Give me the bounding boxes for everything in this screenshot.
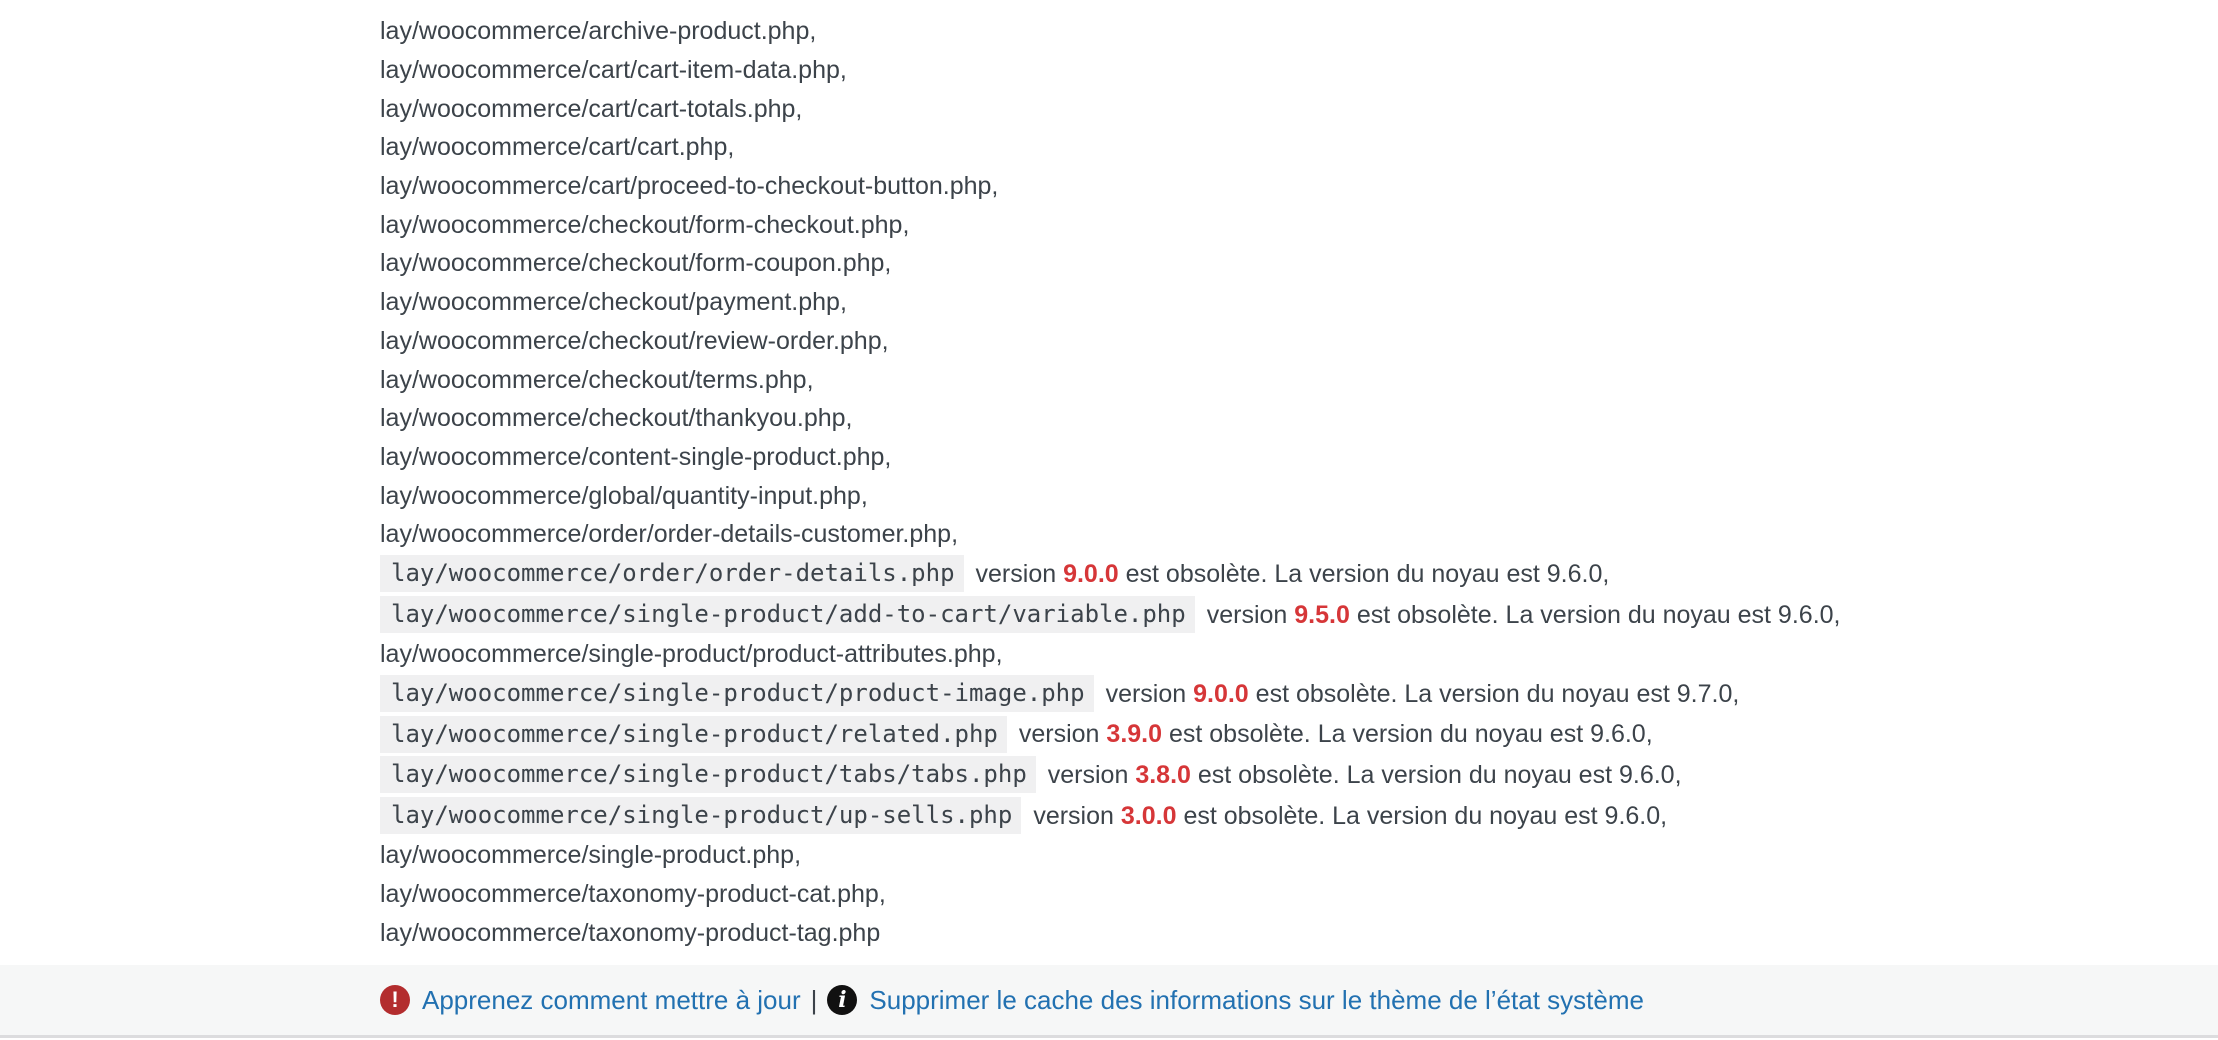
template-row	[380, 89, 2180, 128]
template-row	[380, 12, 2180, 51]
template-row	[380, 875, 2180, 914]
version-label: version	[1033, 801, 1114, 830]
outdated-template-row	[380, 755, 2180, 796]
exclamation-icon: !	[380, 985, 410, 1015]
core-version-note: est obsolète. La version du noyau est 9.6.0,	[1125, 559, 1610, 588]
core-version-note: est obsolète. La version du noyau est 9.6.0,	[1356, 600, 1841, 629]
template-path-code: lay/woocommerce/single-product/add-to-cart/variable.php	[380, 596, 1195, 633]
template-path: lay/woocommerce/taxonomy-product-cat.php,	[380, 879, 886, 908]
version-label: version	[975, 559, 1057, 588]
template-path: lay/woocommerce/cart/cart-totals.php,	[380, 94, 803, 123]
template-path: lay/woocommerce/cart/proceed-to-checkout-button.php,	[380, 172, 999, 201]
template-path: lay/woocommerce/taxonomy-product-tag.php	[380, 918, 881, 947]
template-row	[380, 515, 2180, 554]
outdated-version-number: 3.8.0	[1135, 760, 1191, 789]
outdated-version-number: 3.9.0	[1106, 720, 1163, 749]
info-icon: i	[827, 985, 857, 1015]
template-row	[380, 322, 2180, 361]
outdated-version-number: 9.0.0	[1193, 679, 1249, 708]
outdated-template-row	[380, 714, 2180, 755]
template-path-code: lay/woocommerce/order/order-details.php	[380, 555, 964, 592]
core-version-note: est obsolète. La version du noyau est 9.6.0,	[1168, 720, 1653, 749]
template-path: lay/woocommerce/checkout/review-order.php,	[380, 326, 889, 355]
version-label: version	[1105, 679, 1187, 708]
template-path: lay/woocommerce/cart/cart-item-data.php,	[380, 56, 847, 85]
outdated-version-number: 3.0.0	[1120, 801, 1177, 830]
template-path: lay/woocommerce/checkout/payment.php,	[380, 288, 847, 317]
template-path: lay/woocommerce/checkout/terms.php,	[380, 365, 814, 394]
template-path-code: lay/woocommerce/single-product/up-sells.php	[380, 797, 1021, 834]
template-path: lay/woocommerce/single-product/product-attributes.php,	[380, 640, 1003, 669]
outdated-version-number: 9.5.0	[1294, 600, 1350, 629]
template-row	[380, 51, 2180, 90]
template-path: lay/woocommerce/single-product.php,	[380, 841, 802, 870]
version-label: version	[1047, 760, 1129, 789]
footer-bar	[0, 965, 2218, 1038]
template-path: lay/woocommerce/cart/cart.php,	[380, 133, 735, 162]
template-row	[380, 283, 2180, 322]
template-file-list	[380, 12, 2180, 952]
template-path: lay/woocommerce/global/quantity-input.php,	[380, 481, 868, 510]
template-row	[380, 244, 2180, 283]
version-label: version	[1018, 720, 1100, 749]
outdated-version-number: 9.0.0	[1063, 559, 1119, 588]
learn-update-link[interactable]: Apprenez comment mettre à jour	[422, 984, 801, 1015]
template-path: lay/woocommerce/archive-product.php,	[380, 17, 817, 46]
template-row	[380, 836, 2180, 875]
template-row	[380, 635, 2180, 674]
footer-links	[380, 981, 1644, 1019]
outdated-template-row	[380, 554, 2180, 595]
template-row	[380, 476, 2180, 515]
template-path: lay/woocommerce/content-single-product.php,	[380, 442, 892, 471]
outdated-template-row	[380, 795, 2180, 836]
template-row	[380, 360, 2180, 399]
template-path: lay/woocommerce/order/order-details-customer.php,	[380, 520, 959, 549]
template-row	[380, 128, 2180, 167]
clear-cache-link[interactable]: Supprimer le cache des informations sur le thème de l’état système	[869, 984, 1644, 1015]
template-path: lay/woocommerce/checkout/form-checkout.php,	[380, 210, 910, 239]
template-path-code: lay/woocommerce/single-product/tabs/tabs.php	[380, 756, 1036, 793]
template-row	[380, 399, 2180, 438]
core-version-note: est obsolète. La version du noyau est 9.7.0,	[1255, 679, 1740, 708]
outdated-template-row	[380, 674, 2180, 715]
version-label: version	[1206, 600, 1288, 629]
template-path-code: lay/woocommerce/single-product/related.php	[380, 716, 1007, 753]
template-path: lay/woocommerce/checkout/thankyou.php,	[380, 404, 853, 433]
template-row	[380, 913, 2180, 952]
template-row	[380, 205, 2180, 244]
outdated-template-row	[380, 594, 2180, 635]
template-path-code: lay/woocommerce/single-product/product-image.php	[380, 675, 1094, 712]
footer-separator: |	[810, 984, 818, 1015]
core-version-note: est obsolète. La version du noyau est 9.6.0,	[1183, 801, 1668, 830]
core-version-note: est obsolète. La version du noyau est 9.6.0,	[1197, 760, 1682, 789]
template-row	[380, 167, 2180, 206]
template-path: lay/woocommerce/checkout/form-coupon.php,	[380, 249, 892, 278]
template-row	[380, 438, 2180, 477]
